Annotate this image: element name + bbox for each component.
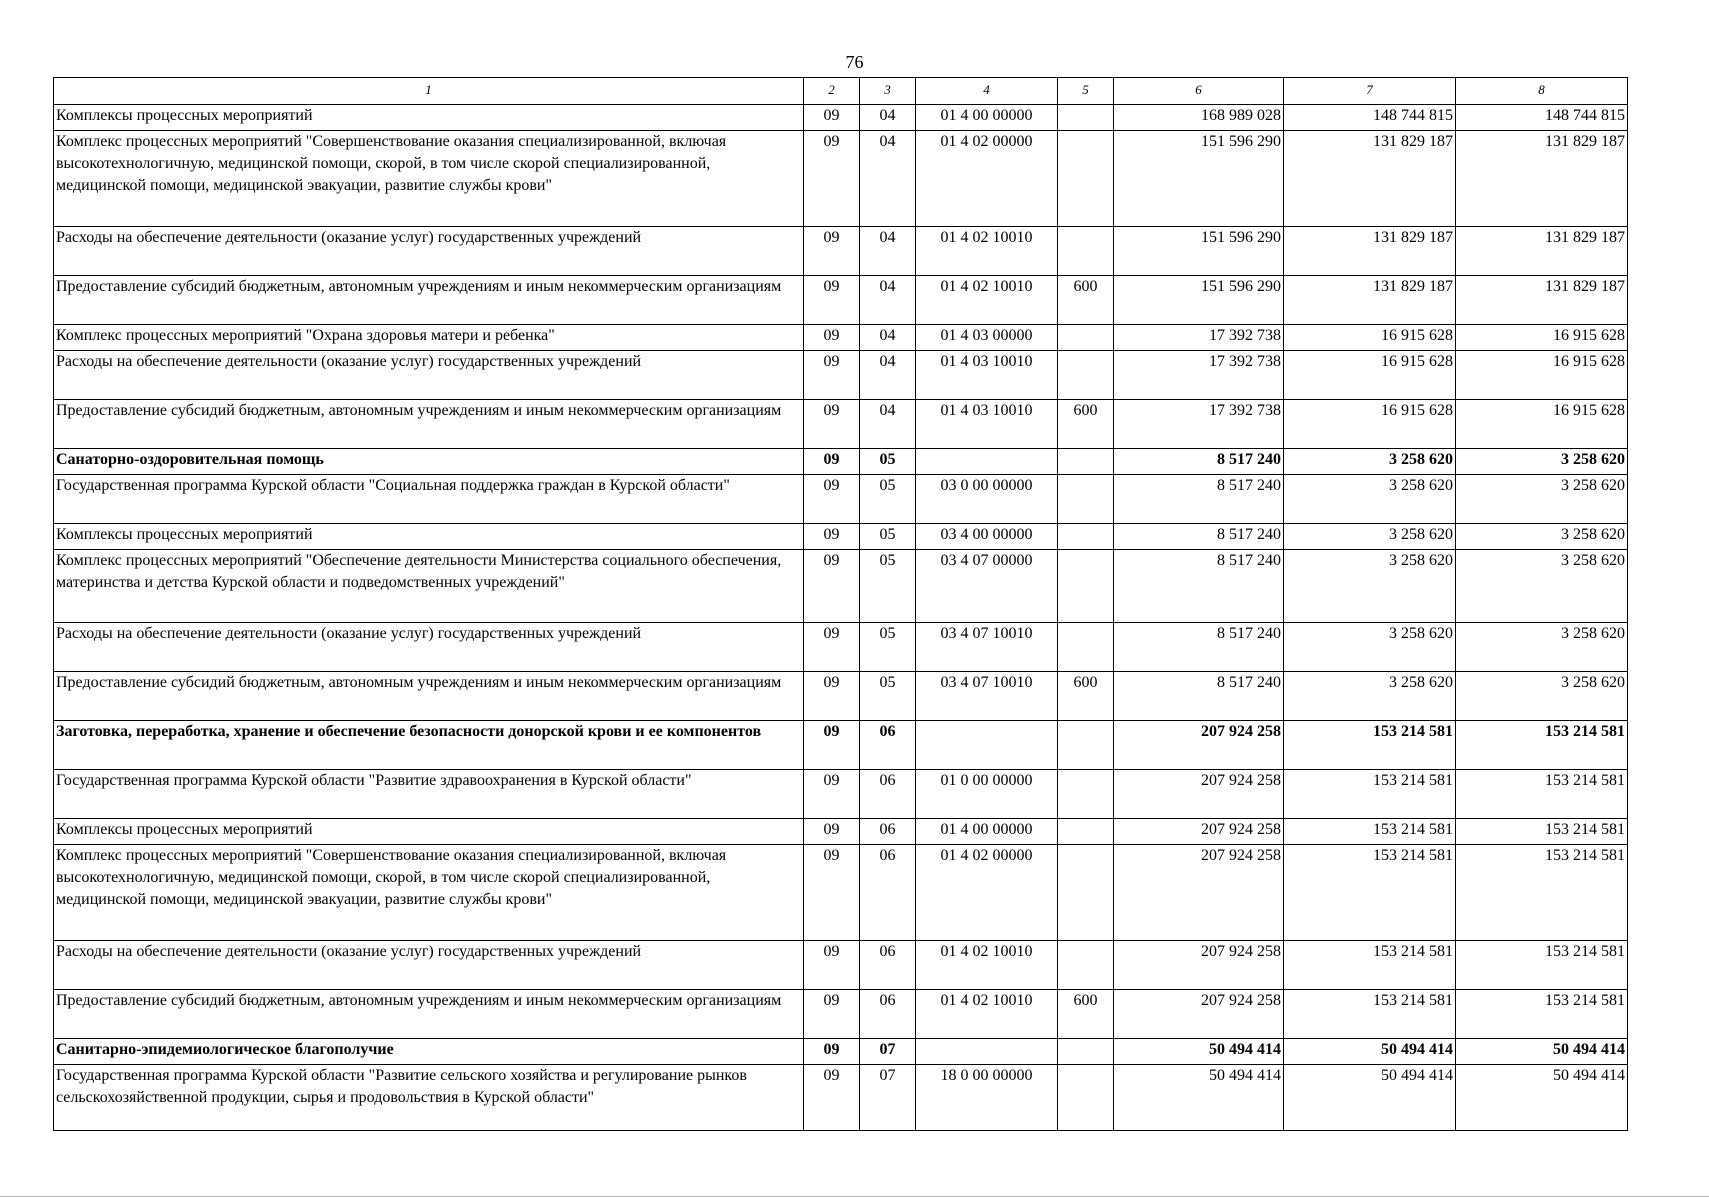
cell-name: Предоставление субсидий бюджетным, автономным учреждениям и иным некоммерческим организациям [54,672,804,721]
cell-amount-7: 16 915 628 [1284,325,1456,351]
cell-target-article: 01 4 03 10010 [916,351,1058,400]
cell-name: Предоставление субсидий бюджетным, автономным учреждениям и иным некоммерческим организациям [54,990,804,1039]
cell-section: 09 [804,845,860,941]
cell-amount-8: 50 494 414 [1456,1065,1628,1131]
table-row [54,400,1628,449]
cell-section: 09 [804,941,860,990]
cell-subsection: 06 [860,721,916,770]
header-col-8: 8 [1456,78,1628,105]
cell-subsection: 05 [860,672,916,721]
cell-target-article: 03 0 00 00000 [916,475,1058,524]
cell-amount-8: 131 829 187 [1456,276,1628,325]
cell-amount-7: 3 258 620 [1284,475,1456,524]
table-row [54,524,1628,550]
cell-amount-6: 151 596 290 [1114,131,1284,227]
cell-target-article: 01 4 00 00000 [916,819,1058,845]
cell-subsection: 05 [860,524,916,550]
cell-amount-8: 3 258 620 [1456,672,1628,721]
cell-amount-8: 3 258 620 [1456,623,1628,672]
cell-name: Предоставление субсидий бюджетным, автономным учреждениям и иным некоммерческим организациям [54,276,804,325]
header-col-4: 4 [916,78,1058,105]
cell-amount-8: 153 214 581 [1456,819,1628,845]
cell-target-article: 01 4 02 10010 [916,276,1058,325]
cell-amount-7: 131 829 187 [1284,276,1456,325]
cell-target-article: 01 0 00 00000 [916,770,1058,819]
header-col-7: 7 [1284,78,1456,105]
cell-name: Расходы на обеспечение деятельности (оказание услуг) государственных учреждений [54,351,804,400]
table-row [54,770,1628,819]
table-row [54,351,1628,400]
table-row [54,623,1628,672]
scan-edge-line [0,1196,1709,1197]
cell-expense-type [1058,941,1114,990]
cell-name: Расходы на обеспечение деятельности (оказание услуг) государственных учреждений [54,227,804,276]
cell-section: 09 [804,524,860,550]
cell-name: Комплекс процессных мероприятий "Обеспечение деятельности Министерства социального обеспечения, материнства и детства Курской области и подведомственных учреждений" [54,550,804,623]
cell-amount-7: 148 744 815 [1284,105,1456,131]
cell-amount-7: 16 915 628 [1284,400,1456,449]
table-row [54,672,1628,721]
cell-expense-type [1058,1065,1114,1131]
cell-expense-type [1058,623,1114,672]
cell-subsection: 04 [860,105,916,131]
cell-section: 09 [804,550,860,623]
cell-section: 09 [804,623,860,672]
cell-amount-7: 3 258 620 [1284,672,1456,721]
cell-subsection: 05 [860,623,916,672]
table-row [54,845,1628,941]
cell-subsection: 06 [860,770,916,819]
cell-amount-8: 153 214 581 [1456,990,1628,1039]
table-row [54,1039,1628,1065]
cell-amount-7: 153 214 581 [1284,845,1456,941]
cell-subsection: 04 [860,351,916,400]
cell-amount-6: 17 392 738 [1114,325,1284,351]
cell-expense-type [1058,819,1114,845]
header-col-2: 2 [804,78,860,105]
cell-section: 09 [804,475,860,524]
cell-amount-7: 3 258 620 [1284,449,1456,475]
cell-amount-8: 153 214 581 [1456,941,1628,990]
cell-amount-7: 50 494 414 [1284,1039,1456,1065]
cell-amount-7: 153 214 581 [1284,770,1456,819]
cell-amount-7: 50 494 414 [1284,1065,1456,1131]
cell-section: 09 [804,227,860,276]
cell-expense-type [1058,1039,1114,1065]
cell-amount-7: 153 214 581 [1284,941,1456,990]
cell-amount-7: 153 214 581 [1284,990,1456,1039]
cell-amount-6: 168 989 028 [1114,105,1284,131]
cell-amount-7: 153 214 581 [1284,819,1456,845]
cell-amount-7: 131 829 187 [1284,131,1456,227]
cell-amount-6: 207 924 258 [1114,721,1284,770]
cell-amount-6: 151 596 290 [1114,227,1284,276]
table-row [54,550,1628,623]
cell-section: 09 [804,131,860,227]
cell-amount-6: 8 517 240 [1114,672,1284,721]
cell-target-article: 01 4 02 10010 [916,941,1058,990]
table-row [54,105,1628,131]
cell-target-article [916,721,1058,770]
cell-section: 09 [804,990,860,1039]
cell-amount-7: 131 829 187 [1284,227,1456,276]
cell-expense-type [1058,449,1114,475]
cell-amount-8: 153 214 581 [1456,721,1628,770]
cell-amount-7: 3 258 620 [1284,524,1456,550]
header-col-1: 1 [54,78,804,105]
cell-name: Санаторно-оздоровительная помощь [54,449,804,475]
cell-expense-type: 600 [1058,276,1114,325]
cell-name: Государственная программа Курской области "Социальная поддержка граждан в Курской области" [54,475,804,524]
cell-target-article: 01 4 02 10010 [916,990,1058,1039]
header-col-5: 5 [1058,78,1114,105]
cell-name: Комплексы процессных мероприятий [54,524,804,550]
page-number: 76 [845,52,864,72]
cell-subsection: 04 [860,131,916,227]
cell-amount-6: 8 517 240 [1114,475,1284,524]
cell-section: 09 [804,105,860,131]
cell-subsection: 04 [860,227,916,276]
cell-expense-type [1058,550,1114,623]
cell-target-article: 01 4 00 00000 [916,105,1058,131]
table-row [54,721,1628,770]
cell-section: 09 [804,672,860,721]
cell-subsection: 05 [860,550,916,623]
cell-name: Санитарно-эпидемиологическое благополучие [54,1039,804,1065]
header-col-3: 3 [860,78,916,105]
table-row [54,819,1628,845]
cell-amount-6: 207 924 258 [1114,770,1284,819]
cell-amount-6: 207 924 258 [1114,990,1284,1039]
cell-amount-6: 207 924 258 [1114,941,1284,990]
cell-amount-8: 131 829 187 [1456,131,1628,227]
table-row [54,941,1628,990]
table-row [54,449,1628,475]
cell-expense-type [1058,325,1114,351]
cell-target-article: 03 4 00 00000 [916,524,1058,550]
budget-table [53,77,1628,1131]
cell-expense-type: 600 [1058,400,1114,449]
cell-amount-8: 153 214 581 [1456,845,1628,941]
cell-section: 09 [804,325,860,351]
table-row [54,227,1628,276]
cell-amount-8: 148 744 815 [1456,105,1628,131]
cell-name: Заготовка, переработка, хранение и обеспечение безопасности донорской крови и ее компонентов [54,721,804,770]
cell-amount-6: 17 392 738 [1114,351,1284,400]
cell-amount-6: 50 494 414 [1114,1039,1284,1065]
cell-expense-type [1058,131,1114,227]
cell-subsection: 06 [860,990,916,1039]
table-row [54,990,1628,1039]
cell-section: 09 [804,1039,860,1065]
cell-amount-8: 16 915 628 [1456,400,1628,449]
table-row [54,276,1628,325]
cell-subsection: 04 [860,400,916,449]
cell-amount-7: 3 258 620 [1284,623,1456,672]
cell-section: 09 [804,400,860,449]
cell-subsection: 05 [860,475,916,524]
cell-amount-6: 8 517 240 [1114,623,1284,672]
cell-expense-type [1058,524,1114,550]
cell-target-article: 03 4 07 10010 [916,672,1058,721]
cell-target-article: 18 0 00 00000 [916,1065,1058,1131]
cell-amount-7: 153 214 581 [1284,721,1456,770]
cell-name: Комплекс процессных мероприятий "Совершенствование оказания специализированной, включая высокотехнологичную, медицинской помощи, скорой, в том числе скорой специализированной, медицинской помощи, медицинской эвакуации, развитие службы крови" [54,845,804,941]
cell-expense-type [1058,770,1114,819]
cell-section: 09 [804,276,860,325]
cell-expense-type: 600 [1058,990,1114,1039]
header-col-6: 6 [1114,78,1284,105]
cell-amount-6: 50 494 414 [1114,1065,1284,1131]
cell-name: Комплекс процессных мероприятий "Совершенствование оказания специализированной, включая высокотехнологичную, медицинской помощи, скорой, в том числе скорой специализированной, медицинской помощи, медицинской эвакуации, развитие службы крови" [54,131,804,227]
cell-subsection: 06 [860,941,916,990]
cell-name: Комплекс процессных мероприятий "Охрана здоровья матери и ребенка" [54,325,804,351]
cell-target-article [916,449,1058,475]
cell-amount-8: 3 258 620 [1456,550,1628,623]
cell-name: Государственная программа Курской области "Развитие здравоохранения в Курской области" [54,770,804,819]
cell-target-article: 03 4 07 00000 [916,550,1058,623]
cell-amount-8: 3 258 620 [1456,449,1628,475]
cell-amount-8: 3 258 620 [1456,524,1628,550]
cell-expense-type: 600 [1058,672,1114,721]
cell-name: Комплексы процессных мероприятий [54,105,804,131]
cell-target-article: 03 4 07 10010 [916,623,1058,672]
table-row [54,131,1628,227]
table-row [54,475,1628,524]
cell-expense-type [1058,845,1114,941]
cell-amount-8: 16 915 628 [1456,351,1628,400]
cell-name: Комплексы процессных мероприятий [54,819,804,845]
cell-subsection: 06 [860,819,916,845]
cell-amount-8: 153 214 581 [1456,770,1628,819]
cell-target-article: 01 4 02 00000 [916,131,1058,227]
cell-section: 09 [804,819,860,845]
cell-amount-8: 3 258 620 [1456,475,1628,524]
cell-expense-type [1058,351,1114,400]
cell-target-article: 01 4 03 10010 [916,400,1058,449]
table-row [54,1065,1628,1131]
cell-subsection: 07 [860,1039,916,1065]
table-header-row [54,78,1628,105]
cell-amount-6: 8 517 240 [1114,550,1284,623]
cell-target-article [916,1039,1058,1065]
cell-expense-type [1058,721,1114,770]
cell-amount-8: 50 494 414 [1456,1039,1628,1065]
cell-section: 09 [804,351,860,400]
cell-expense-type [1058,475,1114,524]
cell-amount-6: 151 596 290 [1114,276,1284,325]
table-row [54,325,1628,351]
cell-section: 09 [804,721,860,770]
cell-target-article: 01 4 03 00000 [916,325,1058,351]
cell-target-article: 01 4 02 10010 [916,227,1058,276]
cell-amount-6: 207 924 258 [1114,819,1284,845]
cell-subsection: 05 [860,449,916,475]
cell-name: Государственная программа Курской области "Развитие сельского хозяйства и регулирование рынков сельскохозяйственной продукции, сырья и продовольствия в Курской области" [54,1065,804,1131]
cell-section: 09 [804,770,860,819]
cell-amount-8: 131 829 187 [1456,227,1628,276]
cell-expense-type [1058,227,1114,276]
table-body [54,105,1628,1131]
cell-section: 09 [804,1065,860,1131]
cell-amount-7: 3 258 620 [1284,550,1456,623]
cell-amount-7: 16 915 628 [1284,351,1456,400]
cell-amount-6: 17 392 738 [1114,400,1284,449]
cell-section: 09 [804,449,860,475]
cell-subsection: 07 [860,1065,916,1131]
cell-name: Расходы на обеспечение деятельности (оказание услуг) государственных учреждений [54,623,804,672]
cell-expense-type [1058,105,1114,131]
cell-amount-8: 16 915 628 [1456,325,1628,351]
cell-subsection: 04 [860,276,916,325]
cell-name: Предоставление субсидий бюджетным, автономным учреждениям и иным некоммерческим организациям [54,400,804,449]
cell-subsection: 04 [860,325,916,351]
cell-amount-6: 8 517 240 [1114,524,1284,550]
cell-amount-6: 207 924 258 [1114,845,1284,941]
cell-name: Расходы на обеспечение деятельности (оказание услуг) государственных учреждений [54,941,804,990]
cell-subsection: 06 [860,845,916,941]
cell-amount-6: 8 517 240 [1114,449,1284,475]
cell-target-article: 01 4 02 00000 [916,845,1058,941]
